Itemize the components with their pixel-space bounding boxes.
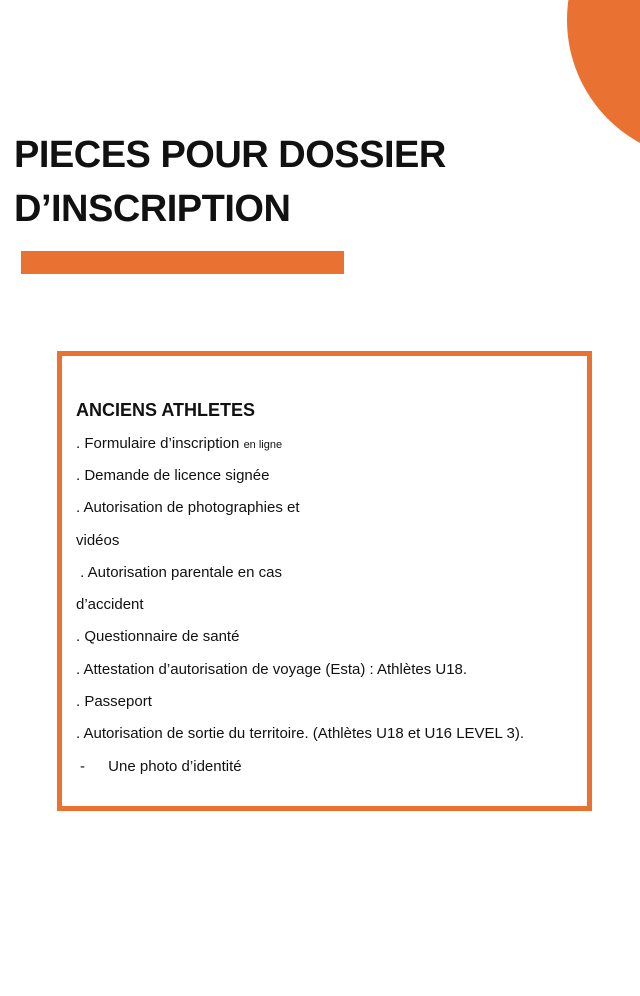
list-item-suffix: en ligne (243, 439, 283, 451)
dash-bullet: - (80, 758, 85, 775)
list-item: . Attestation d’autorisation de voyage (Esta) : Athlètes U18. (76, 661, 468, 678)
list-item (76, 433, 282, 456)
page-title (14, 128, 446, 236)
list-item: . Autorisation parentale en cas (76, 564, 282, 581)
decorative-corner-circle (567, 0, 640, 160)
list-item: d’accident (76, 596, 144, 613)
list-item-text: Une photo d’identité (108, 758, 242, 775)
list-item: . Questionnaire de santé (76, 628, 240, 645)
section-heading: ANCIENS ATHLETES (76, 400, 256, 420)
list-item: . Demande de licence signée (76, 467, 270, 484)
list-item: . Autorisation de sortie du territoire. (Athlètes U18 et U16 LEVEL 3). (76, 725, 525, 742)
list-item: . Passeport (76, 693, 152, 710)
page-title-line-2: D’INSCRIPTION (14, 188, 291, 230)
list-item-text: . Formulaire d’inscription (76, 435, 240, 452)
page-title-line-1: PIECES POUR DOSSIER (14, 134, 446, 176)
list-item-last (80, 756, 242, 778)
list-item: . Autorisation de photographies et (76, 499, 300, 516)
title-underline-bar (21, 251, 344, 274)
list-item: vidéos (76, 532, 120, 549)
